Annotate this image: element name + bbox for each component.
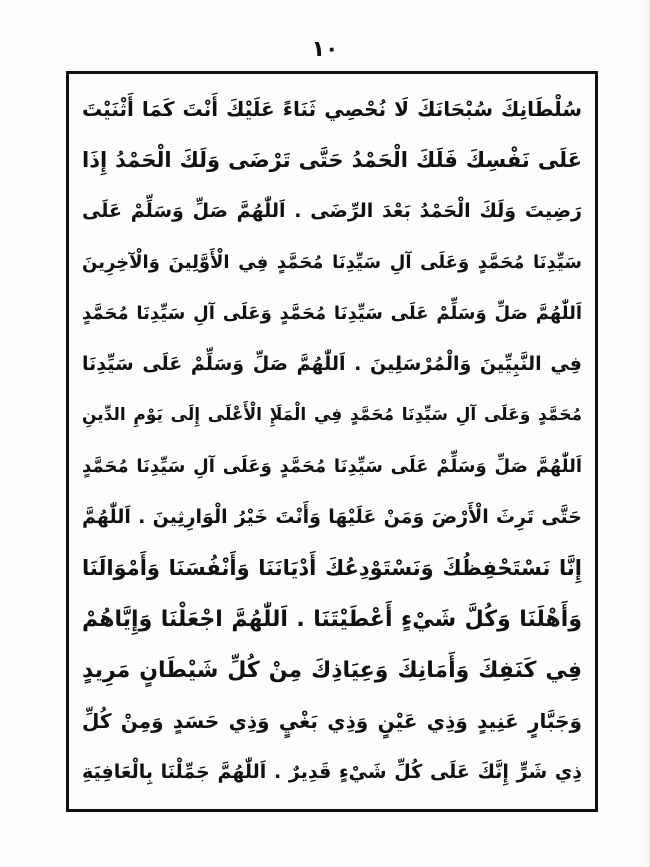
text-line: إِنَّا نَسْتَحْفِظُكَ وَنَسْتَوْدِعُكَ أَدْيَانَنَا وَأَنْفُسَنَا وَأَمْوَالَنَا	[82, 556, 582, 580]
text-line: مُحَمَّدٍ وَعَلَى آلِ سَيِّدِنَا مُحَمَّدٍ فِي الْمَلَإِ الْأَعْلَى إِلَى يَوْمِ الدِّينِ	[82, 405, 582, 425]
text-line: وَجَبَّارٍ عَنِيدٍ وَذِي عَيْنٍ وَذِي بَغْيٍ وَذِي حَسَدٍ وَمِنْ كُلِّ	[82, 709, 582, 733]
text-line: اَللّٰهُمَّ صَلِّ وَسَلِّمْ عَلَى سَيِّدِنَا مُحَمَّدٍ وَعَلَى آلِ سَيِّدِنَا مُحَمَّدٍ	[82, 303, 582, 324]
text-line: فِي كَنَفِكَ وَأَمَانِكَ وَعِيَاذِكَ مِنْ كُلِّ شَيْطَانٍ مَرِيدٍ	[82, 658, 582, 683]
text-line: عَلَى نَفْسِكَ فَلَكَ الْحَمْدُ حَتَّى تَرْضَى وَلَكَ الْحَمْدُ إِذَا	[82, 148, 582, 172]
text-line: اَللّٰهُمَّ صَلِّ وَسَلِّمْ عَلَى سَيِّدِنَا مُحَمَّدٍ وَعَلَى آلِ سَيِّدِنَا مُحَمَّدٍ	[82, 456, 582, 477]
text-line: حَتَّى تَرِثَ الْأَرْضَ وَمَنْ عَلَيْهَا وَأَنْتَ خَيْرُ الْوَارِثِينَ . اَللّٰهُمَّ	[82, 506, 582, 528]
page-number: ١٠	[311, 37, 339, 62]
text-line: سُلْطَانِكَ سُبْحَانَكَ لَا نُحْصِي ثَنَاءً عَلَيْكَ أَنْتَ كَمَا أَثْنَيْتَ	[82, 97, 582, 121]
page-edge-shadow	[640, 0, 650, 867]
text-line: سَيِّدِنَا مُحَمَّدٍ وَعَلَى آلِ سَيِّدِنَا مُحَمَّدٍ فِي الْأَوَّلِينَ وَالْآخِرِينَ	[82, 252, 582, 273]
arabic-text-block	[82, 84, 582, 804]
text-line: ذِي شَرٍّ إِنَّكَ عَلَى كُلِّ شَيْءٍ قَدِيرٌ . اَللّٰهُمَّ جَمِّلْنَا بِالْعَافِيَةِ	[82, 761, 582, 783]
text-line: فِي النَّبِيِّينَ وَالْمُرْسَلِينَ . اَللّٰهُمَّ صَلِّ وَسَلِّمْ عَلَى سَيِّدِنَا	[82, 353, 582, 375]
text-line: وَأَهْلَنَا وَكُلَّ شَيْءٍ أَعْطَيْتَنَا . اَللّٰهُمَّ اجْعَلْنَا وَإِيَّاهُمْ	[82, 607, 582, 632]
text-line: رَضِيتَ وَلَكَ الْحَمْدُ بَعْدَ الرِّضَى . اَللّٰهُمَّ صَلِّ وَسَلِّمْ عَلَى	[82, 200, 582, 222]
